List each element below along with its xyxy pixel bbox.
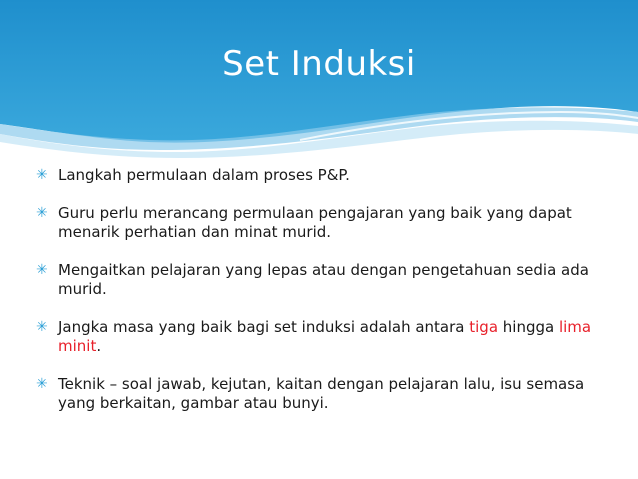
slide-header <box>0 0 638 160</box>
asterisk-bullet-icon: ✳ <box>36 262 48 278</box>
highlight-lima-minit: lima minit <box>58 318 592 355</box>
bullet-text: Guru perlu merancang permulaan pengajaran yang baik yang dapat menarik perhatian dan minat murid. <box>58 204 572 241</box>
bullet-text-part: . <box>96 337 102 355</box>
bullet-text: Teknik – soal jawab, kejutan, kaitan dengan pelajaran lalu, isu semasa yang berkaitan, gambar atau bunyi. <box>58 375 585 412</box>
asterisk-bullet-icon: ✳ <box>36 319 48 335</box>
bullet-text: Mengaitkan pelajaran yang lepas atau dengan pengetahuan sedia ada murid. <box>58 261 589 298</box>
highlight-tiga: tiga <box>469 318 499 336</box>
list-item <box>36 166 596 185</box>
bullet-list <box>36 166 596 432</box>
slide-title: Set Induksi <box>222 44 416 84</box>
list-item <box>36 318 596 356</box>
list-item <box>36 375 596 413</box>
list-item <box>36 261 596 299</box>
asterisk-bullet-icon: ✳ <box>36 167 48 183</box>
bullet-text-part: hingga <box>498 318 559 336</box>
bullet-text: Langkah permulaan dalam proses P&P. <box>58 166 350 184</box>
list-item <box>36 204 596 242</box>
asterisk-bullet-icon: ✳ <box>36 205 48 221</box>
bullet-text-part: Jangka masa yang baik bagi set induksi adalah antara <box>58 318 470 336</box>
asterisk-bullet-icon: ✳ <box>36 376 48 392</box>
